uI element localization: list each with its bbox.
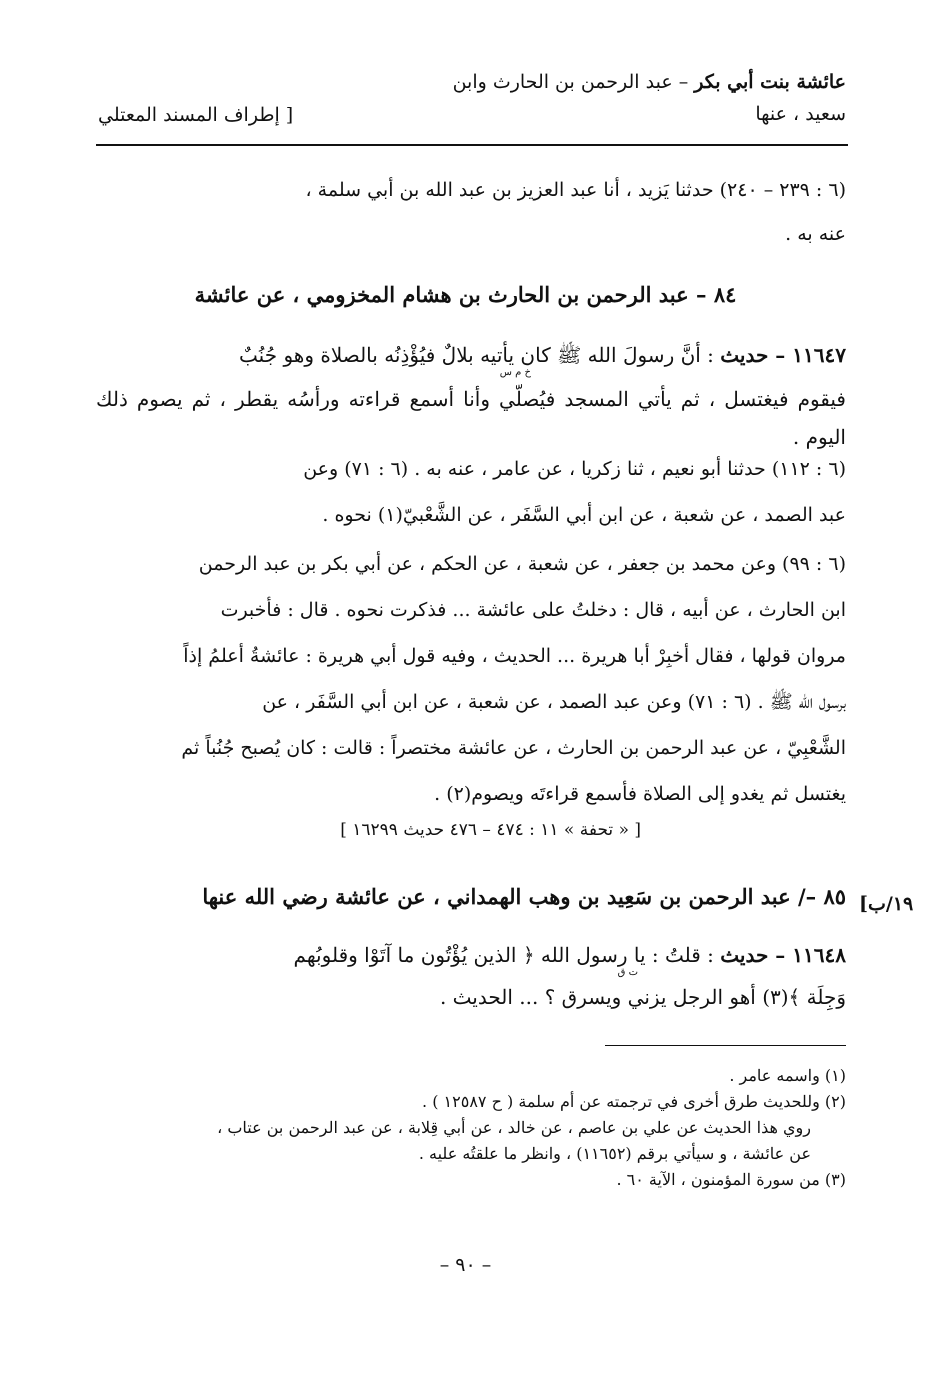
- hadith-sigla: ت ق: [617, 967, 638, 978]
- hadith-number: ١١٦٤٨ – حديث: [720, 943, 846, 967]
- source-line: (٦ : ١١٢) حدثنا أبو نعيم ، ثنا زكريا ، عن عامر ، عنه به . (٦ : ٧١) وعن: [303, 458, 846, 480]
- footnote-1: (١) واسمه عامر .: [729, 1066, 846, 1085]
- tuhfa-reference: [ « تحفة » ١١ : ٤٧٤ – ٤٧٦ حديث ١٦٢٩٩ ]: [340, 820, 641, 840]
- footnote-rule: [605, 1045, 846, 1046]
- hadith-11647: [96, 336, 846, 456]
- source-line: يغتسل ثم يغدو إلى الصلاة فأسمع قراءتَه ويصوم(٢) .: [434, 783, 846, 805]
- hadith-text: : قلتُ : يا رسول الله ﴿ الذين يُؤْتُون ما آتَوْا وقلوبُهم: [293, 943, 721, 967]
- header-title-rest: – عبد الرحمن بن الحارث وابن: [452, 71, 695, 93]
- source-line: برسول الله ﷺ . (٦ : ٧١) وعن عبد الصمد ، عن شعبة ، عن ابن أبي السَّفَر ، عن: [262, 691, 846, 713]
- intro-line-2: عنه به .: [785, 223, 846, 245]
- hadith-11648: [96, 936, 846, 1016]
- footnotes: [96, 1063, 846, 1193]
- header-title-bold: عائشة بنت أبي بكر: [694, 71, 846, 93]
- hadith-11648-line2: وَجِلَة ﴾(٣) أهو الرجل يزني ويسرق ؟ ... الحديث .: [439, 985, 846, 1009]
- source-line: مروان قولها ، فقال أخبِرْ أبا هريرة ... الحديث ، وفيه قول أبي هريرة : عائشةُ أعلمُ إذاً: [183, 645, 846, 667]
- footnote-3: (٣) من سورة المؤمنون ، الآية ٦٠ .: [616, 1170, 846, 1189]
- hadith-number: ١١٦٤٧ – حديث: [720, 343, 846, 367]
- hadith-11647-line2: فيقوم فيغتسل ، ثم يأتي المسجد فيُصلّي وأنا أسمع قراءته ورأسُه يقطر ، ثم يصوم ذلك اليوم .: [96, 387, 846, 449]
- hadith-11647-line1: [96, 336, 846, 374]
- footnote-2-cont: روي هذا الحديث عن علي بن عاصم ، عن خالد ، عن أبي قِلابة ، عن عبد الرحمن بن عتاب ،: [217, 1118, 811, 1137]
- source-line: عبد الصمد ، عن شعبة ، عن ابن أبي السَّفَر ، عن الشَّعْبيّ(١) نحوه .: [322, 504, 846, 526]
- source-line: ابن الحارث ، عن أبيه ، قال : دخلتُ على عائشة ... فذكرت نحوه . قال : فأخبرت: [220, 599, 846, 621]
- footnote-2-cont: عن عائشة ، و سيأتي برقم (١١٦٥٢) ، وانظر ما علقتُه عليه .: [418, 1144, 811, 1163]
- source-block-1: [96, 446, 846, 538]
- intro-line-1: (٦ : ٢٣٩ – ٢٤٠) حدثنا يَزيد ، أنا عبد العزيز بن عبد الله بن أبي سلمة ،: [305, 179, 846, 201]
- margin-folio-note: ١٩/ب]: [859, 893, 914, 915]
- header-book-title: [ إطراف المسند المعتلي: [98, 104, 294, 126]
- hadith-text: : أنَّ رسولَ الله ﷺ كان يأتيه بلالٌ فيُؤْذِنُه بالصلاة وهو جُنُبٌ: [239, 343, 721, 367]
- section-84-title: ٨٤ – عبد الرحمن بن الحارث بن هشام المخزومي ، عن عائشة: [194, 282, 737, 307]
- hadith-sigla: خ م س: [499, 367, 531, 378]
- running-header: [366, 66, 846, 130]
- header-title-line2: سعيد ، عنها: [755, 103, 846, 125]
- header-rule: [96, 144, 848, 146]
- section-85-title: ٨٥ –/ عبد الرحمن بن سَعِيد بن وهب الهمداني ، عن عائشة رضي الله عنها: [202, 884, 846, 909]
- page-number: – ٩٠ –: [439, 1254, 492, 1276]
- source-block-2: [96, 541, 846, 817]
- source-line: (٦ : ٩٩) وعن محمد بن جعفر ، عن شعبة ، عن الحكم ، عن أبي بكر بن عبد الرحمن: [198, 553, 846, 575]
- hadith-11648-line1: [96, 936, 846, 974]
- footnote-2: (٢) وللحديث طرق أخرى في ترجمته عن أم سلمة ( ح ١٢٥٨٧ ) .: [422, 1092, 846, 1111]
- intro-source: [96, 168, 846, 256]
- header-title-line1: [366, 66, 846, 98]
- source-line: الشَّعْبِيّ ، عن عبد الرحمن بن الحارث ، عن عائشة مختصراً : قالت : كان يُصبح جُنُباً ثم: [181, 737, 846, 759]
